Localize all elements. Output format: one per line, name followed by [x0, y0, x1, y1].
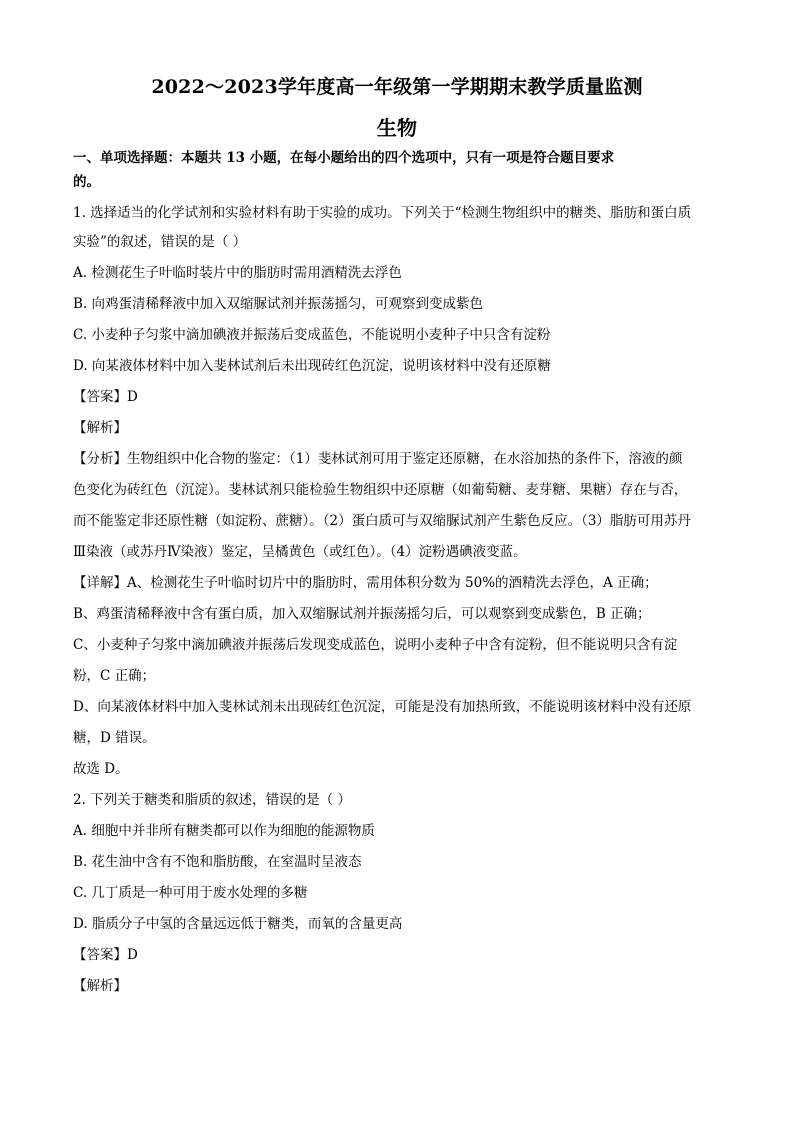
q2-option-d: D. 脂质分子中氢的含量远远低于糖类，而氧的含量更高	[73, 916, 403, 932]
q1-fenxi-line: 色变化为砖红色（沉淀）。斐林试剂只能检验生物组织中还原糖（如葡萄糖、麦芽糖、果糖）存在与否，	[73, 482, 688, 498]
q2-stem: 2. 下列关于糖类和脂质的叙述，错误的是（ ）	[73, 792, 351, 808]
q1-option-c: C. 小麦种子匀浆中滴加碘液并振荡后变成蓝色，不能说明小麦种子中只含有淀粉	[73, 327, 551, 343]
q1-xiangjie-line: C、小麦种子匀浆中滴加碘液并振荡后发现变成蓝色，说明小麦种子中含有淀粉，但不能说明只含有淀	[73, 637, 678, 653]
q1-fenxi-line: Ⅲ染液（或苏丹Ⅳ染液）鉴定，呈橘黄色（或红色）。（4）淀粉遇碘液变蓝。	[73, 544, 527, 560]
q2-option-b: B. 花生油中含有不饱和脂肪酸，在室温时呈液态	[73, 854, 362, 870]
q1-xiangjie-line: B、鸡蛋清稀释液中含有蛋白质，加入双缩脲试剂并振荡摇匀后，可以观察到变成紫色，B 正确；	[73, 606, 651, 622]
q1-stem: 1. 选择适当的化学试剂和实验材料有助于实验的成功。下列关于“检测生物组织中的糖类、脂肪和蛋白质	[73, 205, 692, 221]
q2-option-c: C. 几丁质是一种可用于废水处理的多糖	[73, 885, 308, 901]
q1-stem-cont: 实验”的叙述，错误的是（ ）	[73, 234, 247, 250]
q1-option-b: B. 向鸡蛋清稀释液中加入双缩脲试剂并振荡摇匀，可观察到变成紫色	[73, 296, 484, 312]
section-heading: 一、单项选择题：本题共 13 小题，在每小题给出的四个选项中，只有一项是符合题目要求	[73, 150, 615, 166]
q1-analysis-label: 【解析】	[73, 420, 127, 436]
q1-fenxi-line: 而不能鉴定非还原性糖（如淀粉、蔗糖）。（2）蛋白质可与双缩脲试剂产生紫色反应。（3）脂肪可用苏丹	[73, 513, 691, 529]
subject-title: 生物	[376, 116, 418, 140]
q1-option-d: D. 向某液体材料中加入斐林试剂后未出现砖红色沉淀，说明该材料中没有还原糖	[73, 358, 551, 374]
q2-analysis-label: 【解析】	[73, 978, 127, 994]
q1-fenxi-line: 【分析】生物组织中化合物的鉴定：（1）斐林试剂可用于鉴定还原糖，在水浴加热的条件下，溶液的颜	[73, 451, 683, 467]
q1-xiangjie-line: D、向某液体材料中加入斐林试剂未出现砖红色沉淀，可能是没有加热所致，不能说明该材料中没有还原	[73, 699, 692, 715]
q1-xiangjie-line: 糖，D 错误。	[73, 730, 156, 746]
q1-option-a: A. 检测花生子叶临时装片中的脂肪时需用酒精洗去浮色	[73, 265, 402, 281]
q2-answer: 【答案】D	[73, 947, 138, 963]
page-title: 2022～2023学年度高一年级第一学期期末教学质量监测	[151, 76, 643, 98]
section-heading-cont: 的。	[73, 174, 100, 190]
q1-xiangjie-line: 【详解】A、检测花生子叶临时切片中的脂肪时，需用体积分数为 50%的酒精洗去浮色，A 正确；	[73, 575, 658, 591]
q1-xiangjie-line: 粉，C 正确；	[73, 668, 156, 684]
q1-answer: 【答案】D	[73, 389, 138, 405]
q1-conclusion: 故选 D。	[73, 761, 129, 777]
q2-option-a: A. 细胞中并非所有糖类都可以作为细胞的能源物质	[73, 823, 375, 839]
